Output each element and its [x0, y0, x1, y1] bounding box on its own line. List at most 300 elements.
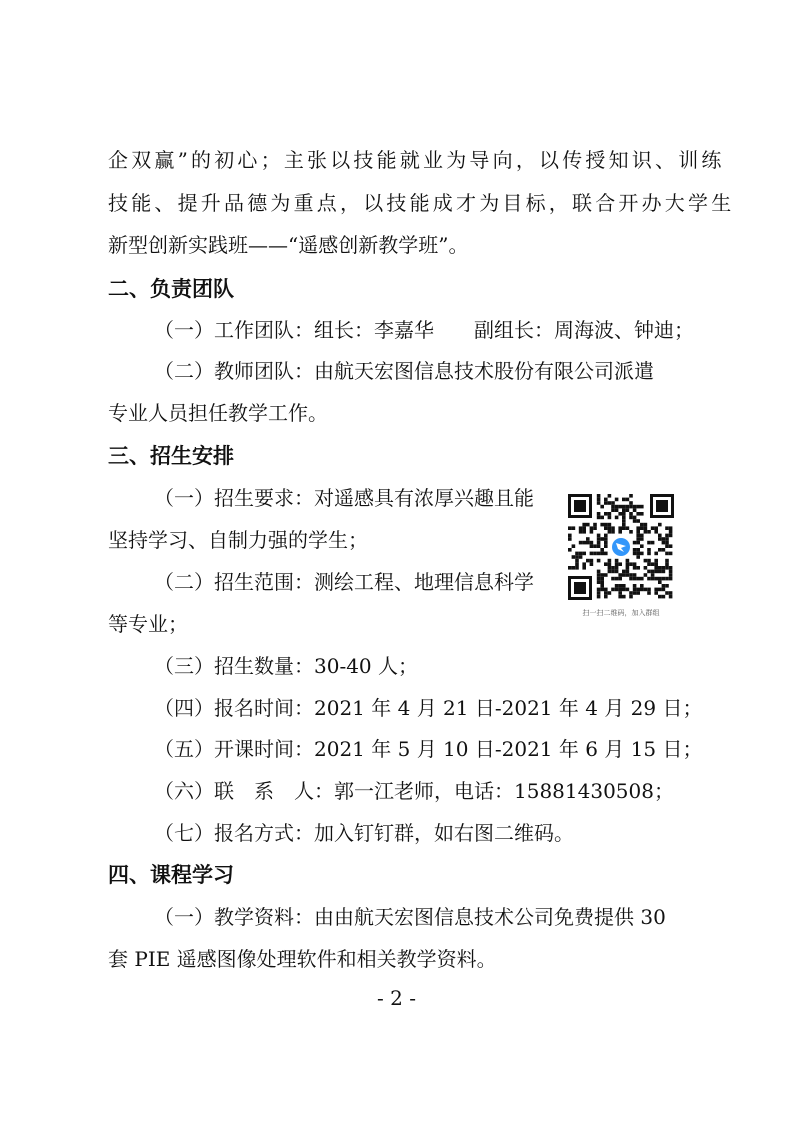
qr-module — [629, 577, 633, 581]
qr-module — [582, 552, 586, 556]
qr-module — [654, 552, 658, 556]
qr-module — [640, 512, 644, 516]
qr-module — [597, 552, 601, 556]
qr-module — [618, 573, 622, 577]
qr-module — [622, 519, 626, 523]
qr-module — [590, 526, 594, 530]
qr-module — [662, 537, 666, 541]
qr-module — [604, 498, 608, 502]
qr-module — [629, 530, 633, 534]
qr-module — [597, 595, 601, 599]
qr-module — [636, 530, 640, 534]
qr-module — [622, 588, 626, 592]
qr-module — [622, 595, 626, 599]
heading-enrollment: 三、招生安排 — [108, 444, 234, 468]
enroll-quota: （三）招生数量：30-40 人； — [154, 654, 419, 678]
qr-module — [600, 552, 604, 556]
qr-module — [658, 548, 662, 552]
intro-line-3: 新型创新实践班——“遥感创新教学班”。 — [108, 233, 469, 257]
intro-line-1: 企双赢”的初心；主张以技能就业为导向，以传授知识、训练 — [108, 148, 725, 172]
qr-module — [658, 523, 662, 527]
qr-module — [608, 591, 612, 595]
qr-module — [611, 505, 615, 509]
qr-module — [608, 516, 612, 520]
qr-module — [658, 570, 662, 574]
qr-module — [590, 544, 594, 548]
qr-module — [600, 580, 604, 584]
team-teachers-line-2: 专业人员担任教学工作。 — [108, 401, 328, 425]
qr-module — [600, 584, 604, 588]
qr-module — [647, 570, 651, 574]
qr-module — [572, 544, 576, 548]
qr-module — [633, 588, 637, 592]
qr-module — [579, 555, 583, 559]
qr-module — [608, 530, 612, 534]
heading-team: 二、负责团队 — [108, 277, 234, 301]
qr-module — [622, 498, 626, 502]
qr-module — [579, 552, 583, 556]
qr-module — [608, 570, 612, 574]
enroll-registration-time: （四）报名时间：2021 年 4 月 21 日-2021 年 4 月 29 日； — [154, 696, 703, 720]
qr-module — [658, 566, 662, 570]
qr-module — [626, 570, 630, 574]
qr-module — [640, 577, 644, 581]
qr-module — [582, 562, 586, 566]
qr-module — [615, 559, 619, 563]
qr-module — [582, 541, 586, 545]
qr-module — [640, 588, 644, 592]
qr-module — [654, 562, 658, 566]
qr-module — [575, 562, 579, 566]
qr-module — [629, 505, 633, 509]
qr-module — [618, 588, 622, 592]
qr-module — [572, 555, 576, 559]
qr-module — [669, 544, 673, 548]
qr-module — [597, 541, 601, 545]
qr-module — [626, 559, 630, 563]
qr-module — [582, 530, 586, 534]
qr-module — [604, 541, 608, 545]
qr-module — [590, 552, 594, 556]
qr-module — [647, 530, 651, 534]
qr-module — [633, 566, 637, 570]
qr-module — [611, 526, 615, 530]
qr-module — [669, 526, 673, 530]
qr-module — [600, 548, 604, 552]
qr-module — [618, 577, 622, 581]
qr-module — [651, 526, 655, 530]
qr-module — [622, 523, 626, 527]
qr-module — [633, 516, 637, 520]
qr-module — [636, 566, 640, 570]
qr-module — [604, 523, 608, 527]
qr-module — [597, 591, 601, 595]
qr-module — [568, 548, 572, 552]
qr-module — [586, 523, 590, 527]
qr-module — [568, 526, 572, 530]
qr-module — [647, 588, 651, 592]
qr-module — [633, 584, 637, 588]
qr-module — [640, 552, 644, 556]
qr-module — [640, 544, 644, 548]
qr-module — [597, 580, 601, 584]
qr-module — [647, 591, 651, 595]
qr-module — [629, 573, 633, 577]
qr-module — [626, 573, 630, 577]
qr-module — [644, 573, 648, 577]
qr-module — [597, 577, 601, 581]
qr-module — [575, 566, 579, 570]
qr-module — [665, 537, 669, 541]
qr-module — [669, 595, 673, 599]
qr-module — [608, 501, 612, 505]
qr-module — [618, 584, 622, 588]
qr-module — [647, 577, 651, 581]
qr-module — [626, 566, 630, 570]
qr-module — [590, 562, 594, 566]
qr-module — [665, 562, 669, 566]
qr-module — [640, 534, 644, 538]
qr-module — [651, 562, 655, 566]
qr-module — [626, 588, 630, 592]
qr-module — [582, 526, 586, 530]
enroll-scope-line-1: （二）招生范围：测绘工程、地理信息科学 — [154, 570, 534, 594]
qr-module — [626, 505, 630, 509]
qr-module — [669, 566, 673, 570]
qr-module — [597, 501, 601, 505]
qr-module — [636, 588, 640, 592]
qr-module — [669, 573, 673, 577]
qr-module — [633, 573, 637, 577]
qr-module — [629, 512, 633, 516]
qr-module — [579, 530, 583, 534]
qr-module — [633, 508, 637, 512]
qr-module — [633, 548, 637, 552]
qr-module — [658, 580, 662, 584]
qr-module — [622, 516, 626, 520]
qr-module — [633, 541, 637, 545]
qr-module — [669, 591, 673, 595]
qr-module — [629, 562, 633, 566]
qr-module — [597, 534, 601, 538]
qr-module — [654, 591, 658, 595]
qr-module — [669, 534, 673, 538]
qr-module — [633, 552, 637, 556]
qr-module — [590, 541, 594, 545]
qr-module — [615, 584, 619, 588]
qr-module — [665, 526, 669, 530]
qr-module — [633, 505, 637, 509]
qr-module — [640, 526, 644, 530]
qr-module — [611, 577, 615, 581]
qr-module — [644, 588, 648, 592]
qr-module — [662, 588, 666, 592]
qr-module — [600, 588, 604, 592]
qr-module — [618, 505, 622, 509]
qr-module — [669, 552, 673, 556]
qr-module — [633, 591, 637, 595]
qr-module — [615, 508, 619, 512]
qr-module — [651, 577, 655, 581]
qr-module — [658, 577, 662, 581]
qr-module — [604, 537, 608, 541]
qr-module — [611, 530, 615, 534]
qr-module — [622, 505, 626, 509]
enroll-method: （七）报名方式：加入钉钉群，如右图二维码。 — [154, 821, 574, 845]
qr-module — [654, 570, 658, 574]
qr-module — [608, 566, 612, 570]
qr-module — [590, 530, 594, 534]
qr-module — [658, 595, 662, 599]
qr-module — [622, 570, 626, 574]
qr-module — [615, 505, 619, 509]
qr-module — [647, 541, 651, 545]
qr-module — [608, 512, 612, 516]
qr-code-block — [566, 492, 680, 618]
qr-module — [582, 566, 586, 570]
qr-module — [665, 591, 669, 595]
qr-module — [654, 566, 658, 570]
qr-module — [636, 534, 640, 538]
dingtalk-icon — [612, 538, 630, 556]
course-materials-line-1: （一）教学资料：由由航天宏图信息技术公司免费提供 30 — [154, 905, 666, 929]
qr-module — [618, 530, 622, 534]
qr-module — [669, 530, 673, 534]
qr-module — [604, 534, 608, 538]
qr-module — [636, 548, 640, 552]
qr-module — [586, 559, 590, 563]
heading-course: 四、课程学习 — [108, 863, 234, 887]
qr-module — [582, 523, 586, 527]
qr-module — [608, 494, 612, 498]
qr-module — [618, 562, 622, 566]
qr-module — [597, 498, 601, 502]
qr-module — [654, 588, 658, 592]
qr-module — [604, 562, 608, 566]
qr-module — [615, 570, 619, 574]
qr-module — [597, 494, 601, 498]
qr-module — [600, 505, 604, 509]
qr-module — [593, 544, 597, 548]
qr-module — [636, 577, 640, 581]
qr-module — [604, 591, 608, 595]
course-materials-line-2: 套 PIE 遥感图像处理软件和相关教学资料。 — [108, 947, 497, 971]
qr-module — [629, 494, 633, 498]
qr-module — [615, 577, 619, 581]
qr-module — [644, 566, 648, 570]
qr-module — [665, 584, 669, 588]
qr-module — [608, 559, 612, 563]
qr-module — [579, 541, 583, 545]
qr-module — [636, 505, 640, 509]
qr-module — [615, 498, 619, 502]
qr-module — [629, 516, 633, 520]
qr-module — [665, 534, 669, 538]
qr-module — [604, 526, 608, 530]
qr-module — [572, 526, 576, 530]
qr-module — [662, 548, 666, 552]
qr-module — [597, 537, 601, 541]
qr-module — [626, 508, 630, 512]
qr-module — [665, 566, 669, 570]
qr-module — [586, 537, 590, 541]
qr-module — [636, 526, 640, 530]
qr-module — [611, 588, 615, 592]
qr-module — [662, 541, 666, 545]
qr-caption: 扫一扫二维码，加入群组 — [582, 609, 660, 617]
qr-module — [604, 595, 608, 599]
qr-module — [615, 588, 619, 592]
qr-module — [640, 584, 644, 588]
enroll-requirement-line-2: 坚持学习、自制力强的学生； — [108, 528, 368, 552]
qr-module — [604, 573, 608, 577]
qr-module — [611, 501, 615, 505]
qr-module — [665, 544, 669, 548]
qr-module — [633, 562, 637, 566]
qr-module — [651, 573, 655, 577]
qr-module — [615, 516, 619, 520]
page-number: - 2 - — [377, 986, 416, 1010]
enroll-scope-line-2: 等专业； — [108, 612, 188, 636]
qr-module — [622, 508, 626, 512]
qr-module — [604, 544, 608, 548]
qr-module — [622, 512, 626, 516]
qr-module — [665, 541, 669, 545]
qr-module — [568, 534, 572, 538]
intro-line-2: 技能、提升品德为重点，以技能成才为目标，联合开办大学生 — [108, 191, 735, 215]
qr-module — [608, 523, 612, 527]
qr-module — [644, 523, 648, 527]
qr-module — [575, 555, 579, 559]
qr-module — [633, 577, 637, 581]
qr-module — [600, 573, 604, 577]
qr-module — [579, 526, 583, 530]
qr-module — [647, 559, 651, 563]
qr-module — [665, 552, 669, 556]
qr-module — [662, 577, 666, 581]
qr-module — [615, 566, 619, 570]
qr-module — [636, 519, 640, 523]
qr-module — [662, 595, 666, 599]
qr-module — [608, 562, 612, 566]
qr-module — [647, 562, 651, 566]
qr-module — [654, 559, 658, 563]
qr-module — [597, 544, 601, 548]
qr-module — [651, 570, 655, 574]
qr-module — [654, 526, 658, 530]
qr-module — [654, 530, 658, 534]
team-teachers-line-1: （二）教师团队：由航天宏图信息技术股份有限公司派遣 — [154, 359, 654, 383]
qr-module — [640, 537, 644, 541]
qr-module — [654, 577, 658, 581]
qr-module — [575, 552, 579, 556]
qr-module — [658, 534, 662, 538]
qr-module — [629, 501, 633, 505]
qr-module — [597, 559, 601, 563]
qr-module — [636, 512, 640, 516]
qr-module — [618, 591, 622, 595]
qr-module — [611, 570, 615, 574]
qr-module — [604, 501, 608, 505]
qr-module — [665, 577, 669, 581]
qr-module — [586, 541, 590, 545]
qr-module — [636, 541, 640, 545]
qr-module — [593, 523, 597, 527]
qr-module — [640, 523, 644, 527]
qr-module — [629, 591, 633, 595]
qr-module — [626, 498, 630, 502]
qr-module — [626, 562, 630, 566]
qr-module — [662, 570, 666, 574]
qr-module — [604, 512, 608, 516]
qr-module — [644, 530, 648, 534]
qr-module — [636, 552, 640, 556]
qr-module — [636, 591, 640, 595]
qr-module — [658, 537, 662, 541]
qr-module — [618, 526, 622, 530]
qr-module — [608, 526, 612, 530]
qr-module — [593, 526, 597, 530]
qr-module — [597, 573, 601, 577]
qr-module — [604, 588, 608, 592]
qr-module — [622, 584, 626, 588]
qr-module — [647, 552, 651, 556]
qr-module — [611, 508, 615, 512]
qr-module — [597, 570, 601, 574]
team-work-group: （一）工作团队：组长：李嘉华 副组长：周海波、钟迪； — [154, 318, 694, 342]
qr-module — [568, 537, 572, 541]
qr-module — [618, 512, 622, 516]
qr-module — [626, 526, 630, 530]
enroll-class-time: （五）开课时间：2021 年 5 月 10 日-2021 年 6 月 15 日； — [154, 737, 703, 761]
qr-module — [618, 595, 622, 599]
qr-module — [600, 537, 604, 541]
qr-module — [640, 505, 644, 509]
qr-module — [651, 541, 655, 545]
enroll-requirement-line-1: （一）招生要求：对遥感具有浓厚兴趣且能 — [154, 486, 534, 510]
qr-module — [636, 555, 640, 559]
qr-module — [636, 537, 640, 541]
qr-module — [658, 588, 662, 592]
qr-module — [572, 566, 576, 570]
qr-module — [593, 552, 597, 556]
qr-module — [622, 573, 626, 577]
qr-module — [665, 559, 669, 563]
qr-module — [611, 566, 615, 570]
qr-module — [633, 519, 637, 523]
qr-module — [597, 512, 601, 516]
qr-module — [600, 516, 604, 520]
qr-module — [575, 559, 579, 563]
qr-module — [597, 516, 601, 520]
qr-module — [622, 526, 626, 530]
qr-module — [647, 548, 651, 552]
qr-module — [662, 584, 666, 588]
qr-module — [615, 562, 619, 566]
qr-module — [669, 570, 673, 574]
enroll-contact: （六）联 系 人：郭一江老师，电话：15881430508； — [154, 779, 674, 803]
qr-module — [600, 523, 604, 527]
qr-module — [629, 595, 633, 599]
qr-module — [600, 577, 604, 581]
qr-module — [644, 559, 648, 563]
qr-module — [669, 577, 673, 581]
qr-module — [662, 566, 666, 570]
qr-module — [604, 552, 608, 556]
qr-code-image — [566, 492, 676, 602]
qr-module — [644, 526, 648, 530]
qr-module — [597, 588, 601, 592]
